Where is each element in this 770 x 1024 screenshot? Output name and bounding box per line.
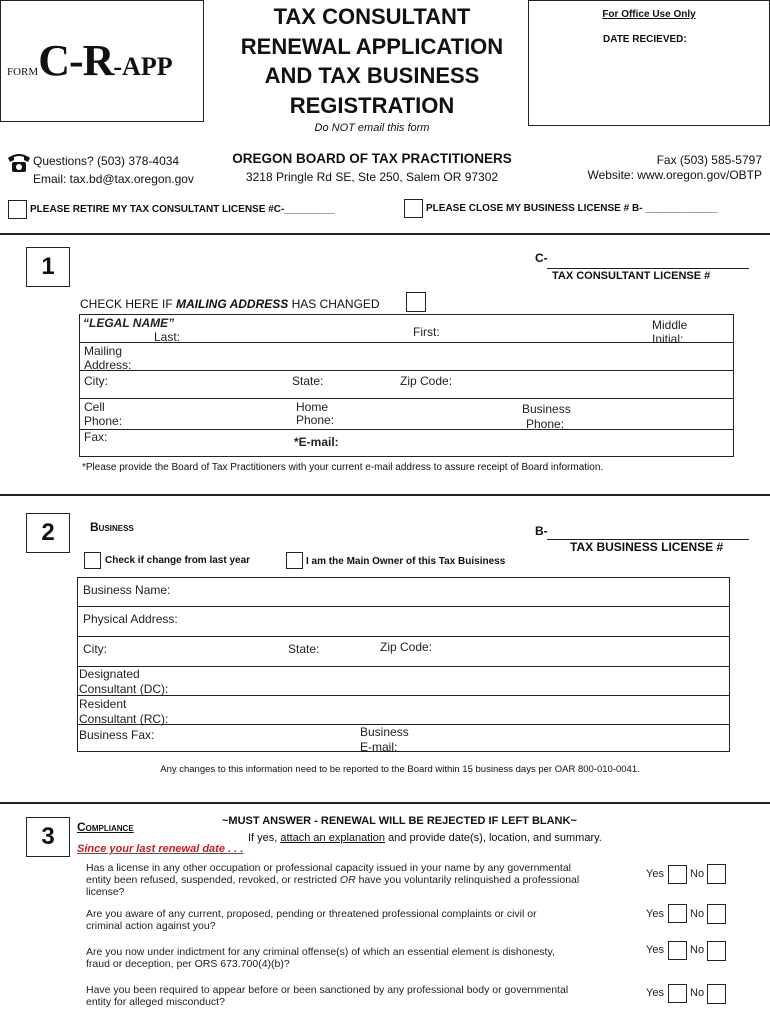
close-business-label: PLEASE CLOSE MY BUSINESS LICENSE # B- _____________ <box>426 203 718 214</box>
s2-row-line-3 <box>77 666 730 667</box>
q3-yes-label: Yes <box>646 944 664 956</box>
form-code-box <box>0 0 204 122</box>
mailing-change-pre: CHECK HERE IF <box>80 297 177 311</box>
board-website[interactable]: Website: www.oregon.gov/OBTP <box>587 168 762 182</box>
business-city-label[interactable]: City: <box>83 642 107 656</box>
legal-name-label: “LEGAL NAME” <box>83 316 175 330</box>
q2-yes-label: Yes <box>646 908 664 920</box>
business-email-label-2[interactable]: E-mail: <box>360 740 398 754</box>
form-code-suffix: -APP <box>113 52 173 81</box>
q1-yes-label: Yes <box>646 868 664 880</box>
section-1-number: 1 <box>26 247 70 287</box>
q1-no-checkbox[interactable] <box>707 864 726 884</box>
s1-row-line-4 <box>79 429 734 430</box>
compliance-question-2 <box>86 908 537 932</box>
fax-label[interactable]: Fax: <box>84 430 108 444</box>
business-zip-label[interactable]: Zip Code: <box>380 640 433 654</box>
if-yes-instruction <box>248 832 602 844</box>
change-from-last-year-label: Check if change from last year <box>105 555 251 566</box>
consultant-license-prefix: C- <box>535 251 548 265</box>
first-name-label[interactable]: First: <box>413 325 440 339</box>
title-line-2: RENEWAL APPLICATION <box>240 33 504 59</box>
change-from-last-year-checkbox[interactable] <box>84 552 101 569</box>
q3-line-1: Are you now under indictment for any criminal offense(s) of which an essential element is dishonesty, <box>86 946 555 958</box>
q4-line-2: entity for alleged misconduct? <box>86 996 225 1008</box>
designated-consultant-label-1: Designated <box>79 667 140 681</box>
section-3-number: 3 <box>26 817 70 857</box>
q2-no-label: No <box>690 908 705 920</box>
board-name: OREGON BOARD OF TAX PRACTITIONERS <box>232 151 512 166</box>
office-use-box <box>528 0 770 126</box>
form-prefix: FORM <box>7 66 39 78</box>
divider-1 <box>0 233 770 235</box>
no-email-note: Do NOT email this form <box>314 122 430 134</box>
home-phone-label-1: Home <box>296 400 329 414</box>
telephone-icon <box>6 150 32 174</box>
q4-line-1: Have you been required to appear before or been sanctioned by any professional body or governmental <box>86 984 569 996</box>
consultant-license-label: TAX CONSULTANT LICENSE # <box>552 270 711 282</box>
resident-consultant-label-2[interactable]: Consultant (RC): <box>79 712 169 726</box>
zip-label[interactable]: Zip Code: <box>400 374 453 388</box>
q2-line-2: criminal action against you? <box>86 920 216 932</box>
divider-2 <box>0 494 770 496</box>
retire-license-checkbox[interactable] <box>8 200 27 219</box>
q4-no-checkbox[interactable] <box>707 984 726 1004</box>
business-fax-label[interactable]: Business Fax: <box>79 728 155 742</box>
main-owner-label: I am the Main Owner of this Tax Buisiness <box>306 556 506 567</box>
business-name-label[interactable]: Business Name: <box>83 583 171 597</box>
middle-initial-label-2[interactable]: Initial: <box>652 332 684 346</box>
resident-consultant-label-1: Resident <box>79 697 127 711</box>
middle-initial-label-1: Middle <box>652 318 688 332</box>
q1-line-2-post: have you voluntarily relinquished a professional <box>355 874 580 886</box>
q1-line-2-em: OR <box>339 874 356 886</box>
business-license-label: TAX BUSINESS LICENSE # <box>570 540 724 554</box>
mailing-change-label <box>80 297 380 311</box>
mailing-change-checkbox[interactable] <box>406 292 426 312</box>
email-label[interactable]: *E-mail: <box>294 435 339 449</box>
business-state-label[interactable]: State: <box>288 642 320 656</box>
q3-yes-checkbox[interactable] <box>668 941 687 960</box>
business-phone-label-1: Business <box>522 402 571 416</box>
q3-no-label: No <box>690 944 705 956</box>
title-line-1: TAX CONSULTANT <box>273 4 471 29</box>
mailing-address-label-2[interactable]: Address: <box>84 358 132 372</box>
close-business-checkbox[interactable] <box>404 199 423 218</box>
retire-license-label: PLEASE RETIRE MY TAX CONSULTANT LICENSE #C-_________ <box>30 204 335 215</box>
q1-yes-checkbox[interactable] <box>668 865 687 884</box>
form-code-main: C-R <box>38 36 114 85</box>
business-license-prefix: B- <box>535 524 548 538</box>
compliance-question-4 <box>86 984 568 1008</box>
title-line-4: REGISTRATION <box>289 92 455 118</box>
title-line-3: AND TAX BUSINESS <box>264 63 480 88</box>
mailing-change-post: HAS CHANGED <box>288 297 380 311</box>
q2-yes-checkbox[interactable] <box>668 904 687 923</box>
business-phone-label-2[interactable]: Phone: <box>526 417 565 431</box>
if-yes-link: attach an explanation <box>280 832 385 844</box>
s2-row-line-4 <box>77 695 730 696</box>
section-3-heading: Compliance <box>77 820 134 834</box>
home-phone-label-2[interactable]: Phone: <box>296 413 335 427</box>
main-owner-checkbox[interactable] <box>286 552 303 569</box>
city-label[interactable]: City: <box>84 374 108 388</box>
s2-row-line-1 <box>77 606 730 607</box>
mailing-change-em: MAILING ADDRESS <box>176 297 289 311</box>
q2-no-checkbox[interactable] <box>707 904 726 924</box>
board-address: 3218 Pringle Rd SE, Ste 250, Salem OR 97302 <box>245 170 499 184</box>
q1-line-1: Has a license in any other occupation or professional capacity issued in your name by any governmental <box>86 862 572 874</box>
compliance-question-3 <box>86 946 555 970</box>
q1-line-3: license? <box>86 886 125 898</box>
q4-no-label: No <box>690 987 705 999</box>
mailing-address-label-1: Mailing <box>84 344 123 358</box>
q1-no-label: No <box>690 868 705 880</box>
last-name-label[interactable]: Last: <box>154 330 181 344</box>
business-email-label-1: Business <box>360 725 409 739</box>
s1-row-line-2 <box>79 370 734 371</box>
form-title <box>212 2 532 120</box>
contact-email[interactable]: Email: tax.bd@tax.oregon.gov <box>33 172 194 186</box>
consultant-license-line[interactable] <box>547 268 749 269</box>
since-last-renewal: Since your last renewal date . . . <box>77 843 244 855</box>
q4-yes-label: Yes <box>646 987 664 999</box>
section-1-note: *Please provide the Board of Tax Practitioners with your current e-mail address to assure receipt of Board information. <box>82 462 604 473</box>
q1-line-2-pre: entity been refused, suspended, revoked, or restricted <box>86 874 340 886</box>
compliance-question-1 <box>86 862 579 898</box>
q3-line-2: fraud or deception, per ORS 673.700(4)(b)? <box>86 958 290 970</box>
board-fax: Fax (503) 585-5797 <box>656 153 762 167</box>
must-answer-banner: ~MUST ANSWER - RENEWAL WILL BE REJECTED IF LEFT BLANK~ <box>222 815 577 827</box>
s2-row-line-2 <box>77 636 730 637</box>
section-2-note: Any changes to this information need to be reported to the Board within 15 business days per OAR 800-010-0041. <box>160 764 640 775</box>
if-yes-post: and provide date(s), location, and summary. <box>385 832 602 844</box>
q2-line-1: Are you aware of any current, proposed, pending or threatened professional complaints or civil or <box>86 908 537 920</box>
q4-yes-checkbox[interactable] <box>668 984 687 1003</box>
section-2-number: 2 <box>26 513 70 553</box>
q3-no-checkbox[interactable] <box>707 941 726 961</box>
designated-consultant-label-2[interactable]: Consultant (DC): <box>79 682 169 696</box>
q1-line-2 <box>86 874 579 886</box>
physical-address-label[interactable]: Physical Address: <box>83 612 178 626</box>
questions-phone: Questions? (503) 378-4034 <box>33 154 180 168</box>
divider-3 <box>0 802 770 804</box>
s1-row-line-3 <box>79 398 734 399</box>
if-yes-pre: If yes, <box>248 832 281 844</box>
form-code <box>7 35 173 86</box>
cell-phone-label-2[interactable]: Phone: <box>84 414 123 428</box>
state-label[interactable]: State: <box>292 374 324 388</box>
office-use-title: For Office Use Only <box>602 9 696 20</box>
cell-phone-label-1: Cell <box>84 400 105 414</box>
section-2-heading: Business <box>90 520 134 534</box>
date-received-label: DATE RECIEVED: <box>603 34 687 45</box>
